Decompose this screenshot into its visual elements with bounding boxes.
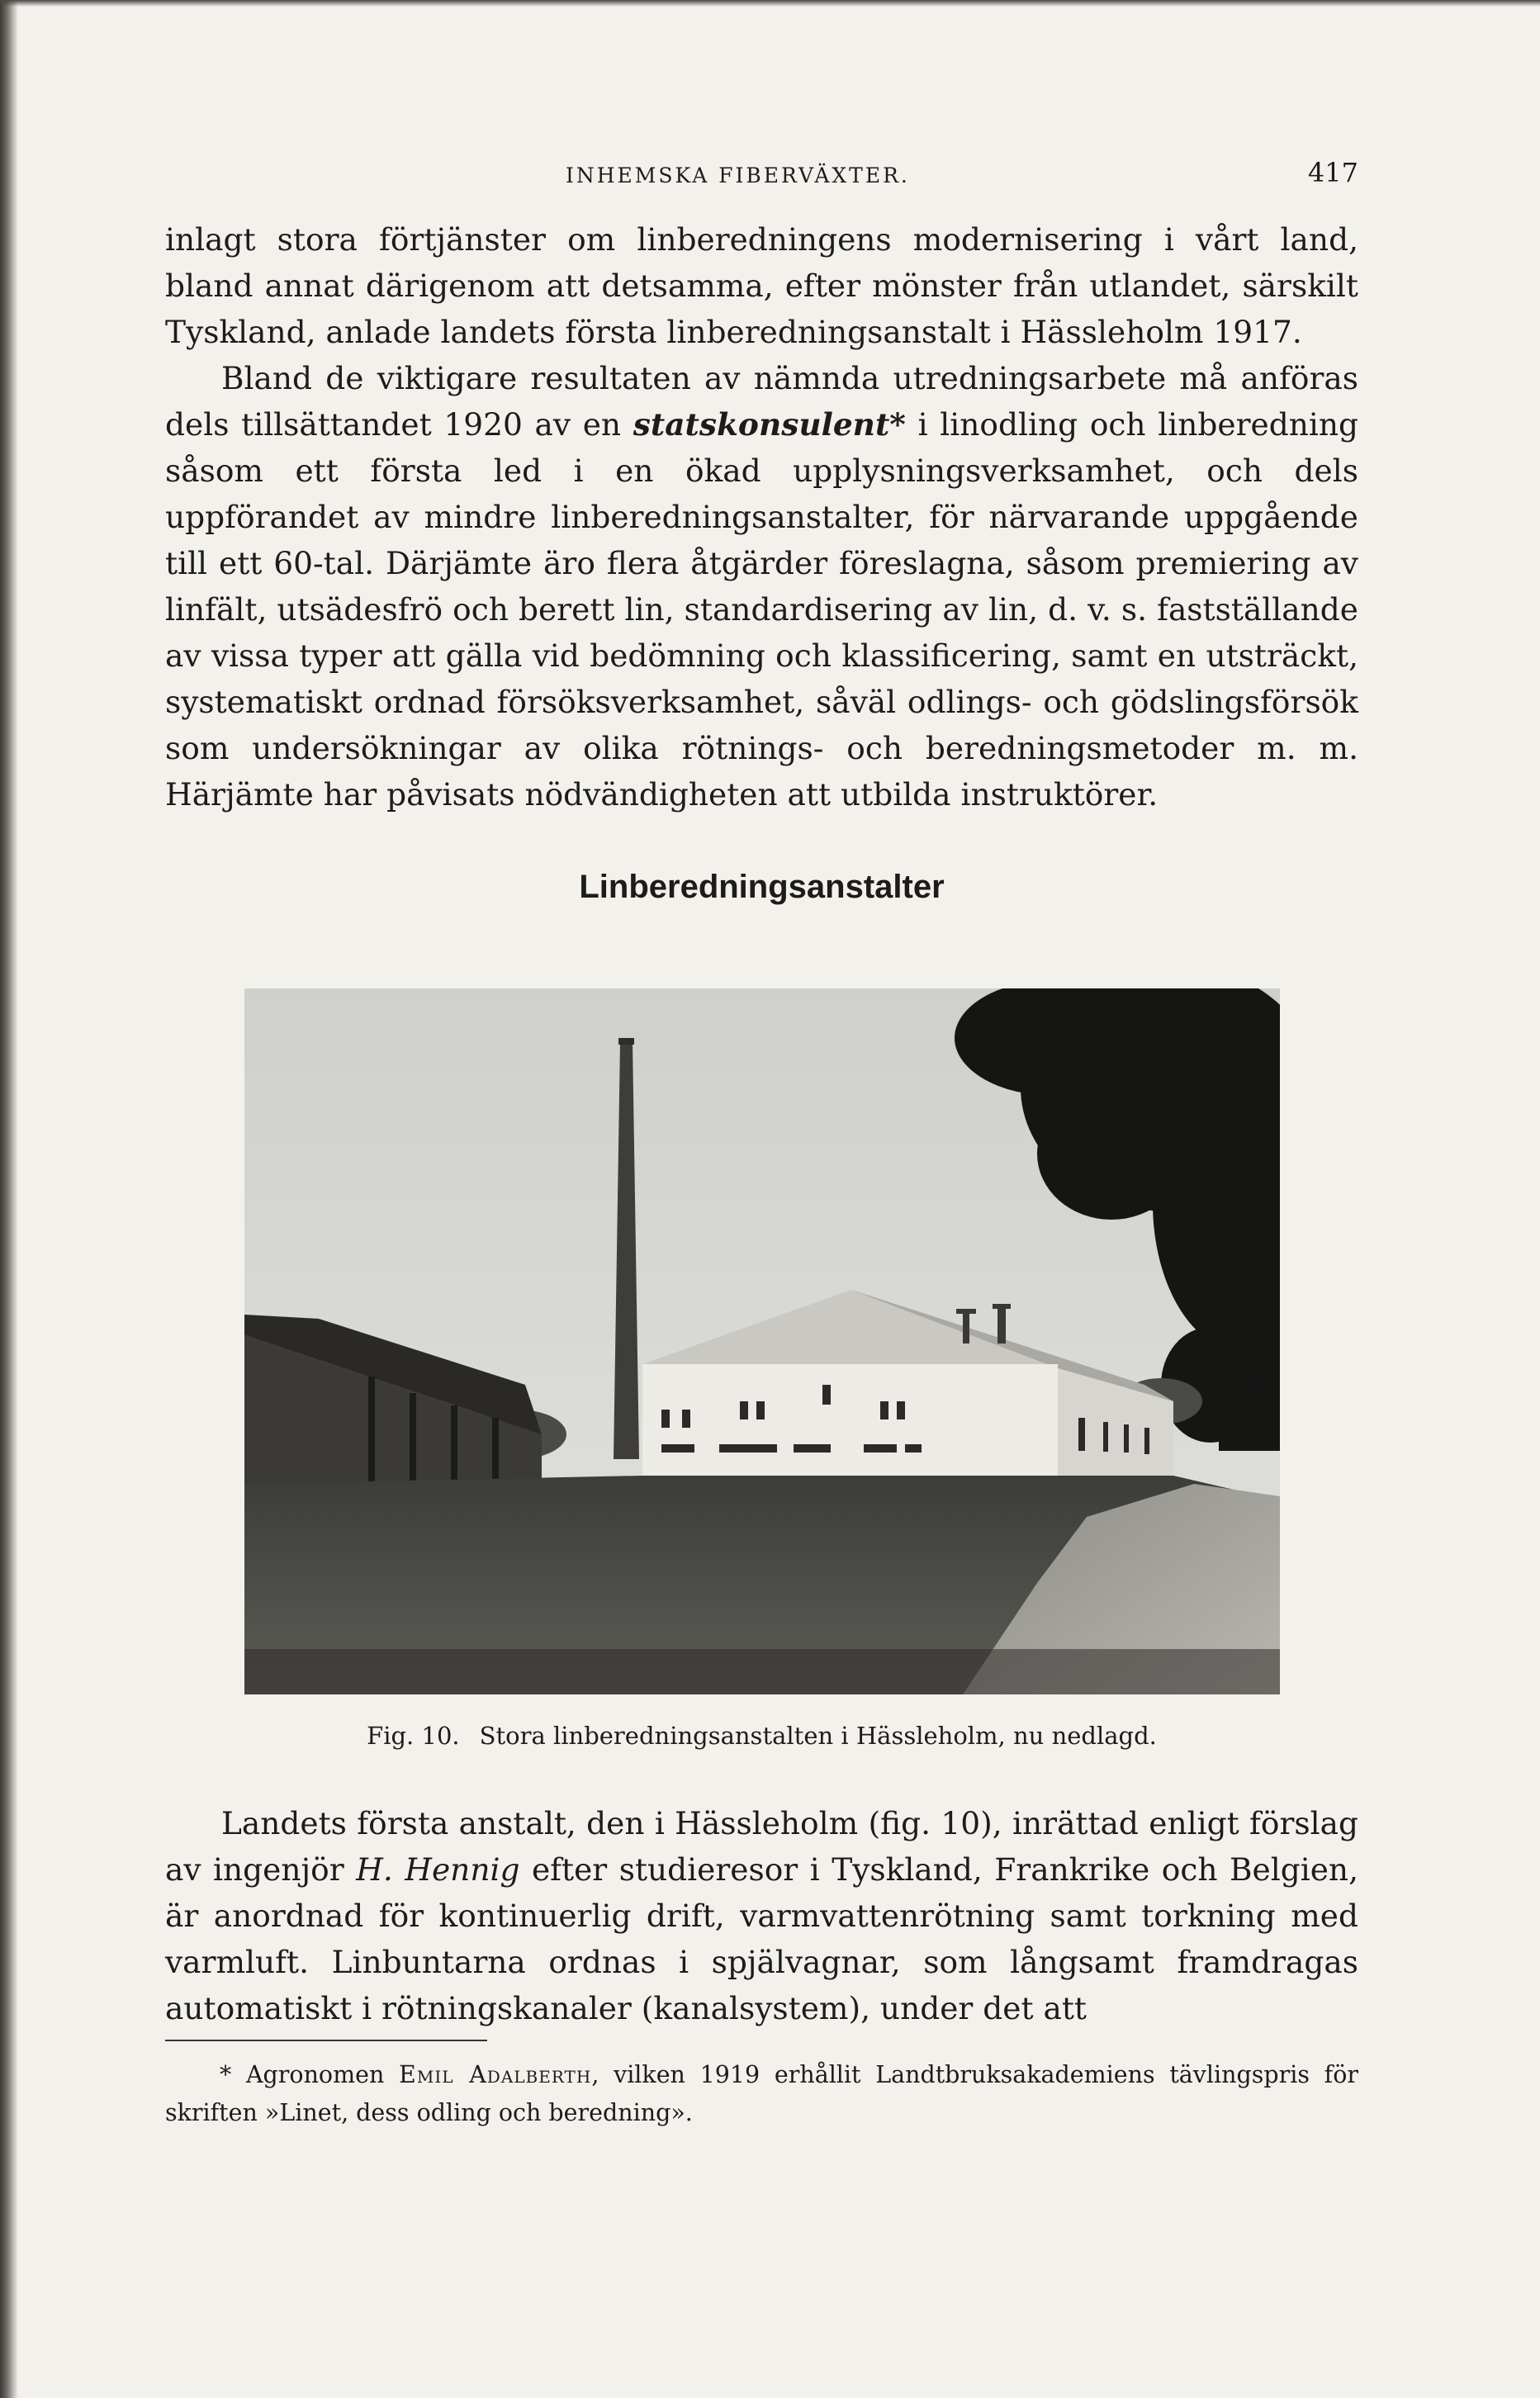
paragraph-3-start: Landets första anstalt, den i Hässleholm (fig. 10), inrättad enligt förslag av ingenjör [165,1805,1358,1888]
footnote [165,2056,1358,2132]
figure-label: Fig. 10. [367,1722,460,1750]
factory-front-wall [642,1364,1058,1480]
body-text-top [165,216,1358,818]
scan-top-edge [0,0,1540,7]
footnote-marker: * Agronomen [220,2061,400,2088]
footnote-text: , vilken 1919 erhållit Landtbruksakademiens tävlingspris för skriften »Linet, dess odling och beredning». [165,2061,1358,2126]
paragraph-3 [165,1800,1358,2031]
page-header [165,157,1358,197]
body-text-bottom [165,1800,1358,2031]
figure-caption-text: Stora linberedningsanstalten i Hässleholm, nu nedlagd. [479,1722,1157,1750]
statskonsulent-term: statskonsulent* [633,406,906,443]
figure-caption [165,1722,1358,1750]
photo-bottom-shade [244,1649,1280,1694]
figure-photo [244,988,1280,1694]
paragraph-2-rest: i linodling och linberedning såsom ett första led i en ökad upplysningsverksamhet, och dels uppförandet av mindre linberedningsanstalter, för närvarande uppgående till ett 60-tal. Därjämte äro flera åtgärder föreslagna, såsom premiering av linfält, utsädesfrö och berett lin, standardisering av lin, d. v. s. fastställande av vissa typer att gälla vid bedömning och klassificering, samt en utsträckt, systematiskt ordnad försöksverksamhet, såväl odlings- och gödslingsförsök som undersökningar av olika rötnings- och beredningsmetoder m. m. Härjämte har påvisats nödvändigheten att utbilda instruktörer. [165,406,1358,813]
section-heading: Linberedningsanstalter [579,869,945,905]
running-head: INHEMSKA FIBERVÄXTER. [566,164,910,187]
engineer-name: H. Hennig [356,1851,520,1888]
paragraph-3-rest: efter studieresor i Tyskland, Frankrike och Belgien, är anordnad för kontinuerlig drift, varmvattenrötning samt torkning med varmluft. Linbuntarna ordnas i spjälvagnar, som långsamt framdragas automatiskt i rötningskanaler (kanalsystem), under det att [165,1851,1358,2026]
factory-photo [244,988,1280,1694]
footnote-divider [165,2040,487,2041]
footnote-author: Emil Adalberth [399,2061,592,2088]
page-number: 417 [1307,157,1358,188]
paragraph-1: inlagt stora förtjänster om linberedningens modernisering i vårt land, bland annat därigenom att detsamma, efter mönster från utlandet, särskilt Tyskland, anlade landets första linberedningsanstalt i Hässleholm 1917. [165,221,1358,350]
paragraph-2-start: Bland de viktigare resultaten av nämnda utredningsarbete må anföras dels tillsättandet 1920 av en [165,360,1358,443]
paragraph-2 [165,355,1358,818]
scan-binding-edge [0,0,18,2398]
